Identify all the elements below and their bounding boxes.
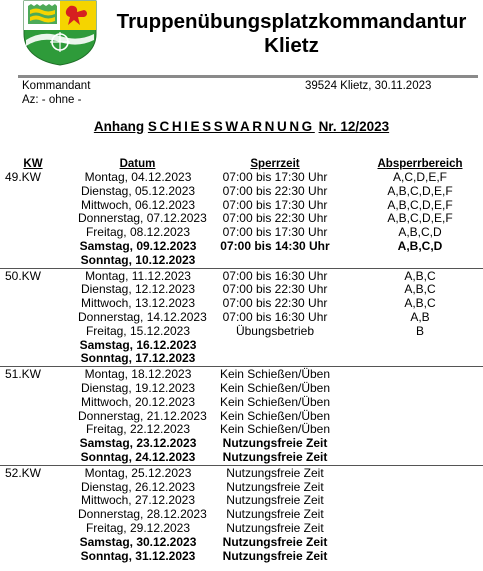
time-cell: Nutzungsfreie Zeit bbox=[222, 436, 328, 451]
date-cell: Samstag, 23.12.2023 bbox=[79, 436, 197, 451]
time-cell: Nutzungsfreie Zeit bbox=[226, 493, 324, 508]
table-row bbox=[0, 339, 483, 353]
table-row bbox=[0, 467, 483, 481]
area-cell: A,B,C bbox=[404, 268, 436, 283]
table-row bbox=[0, 382, 483, 396]
table-row bbox=[0, 508, 483, 522]
table-row bbox=[0, 212, 483, 226]
date-cell: Dienstag, 19.12.2023 bbox=[80, 380, 196, 395]
table-row bbox=[0, 226, 483, 240]
column-header-kw: KW bbox=[23, 158, 43, 170]
time-cell: 07:00 bis 22:30 Uhr bbox=[222, 183, 328, 198]
table-row bbox=[0, 185, 483, 199]
table-row bbox=[0, 536, 483, 550]
time-cell: Kein Schießen/Üben bbox=[219, 422, 331, 437]
date-cell: Donnerstag, 07.12.2023 bbox=[78, 211, 207, 226]
reference-line: Az: - ohne - bbox=[22, 94, 82, 106]
table-row bbox=[0, 311, 483, 325]
week-block bbox=[0, 268, 483, 367]
date-cell: Samstag, 30.12.2023 bbox=[79, 534, 197, 549]
date-cell: Freitag, 29.12.2023 bbox=[85, 520, 191, 535]
document-heading bbox=[0, 119, 483, 135]
date-cell: Dienstag, 12.12.2023 bbox=[80, 282, 196, 297]
week-label: 52.KW bbox=[5, 465, 42, 480]
date-cell: Donnerstag, 21.12.2023 bbox=[78, 408, 207, 423]
table-row bbox=[0, 410, 483, 424]
time-cell: Nutzungsfreie Zeit bbox=[226, 520, 324, 535]
date-cell: Sonntag, 31.12.2023 bbox=[80, 548, 196, 563]
area-cell: A,B bbox=[410, 309, 430, 324]
time-cell: Übungsbetrieb bbox=[235, 323, 315, 338]
time-cell: Nutzungsfreie Zeit bbox=[222, 534, 328, 549]
date-cell: Dienstag, 05.12.2023 bbox=[80, 183, 196, 198]
date-cell: Freitag, 08.12.2023 bbox=[85, 225, 191, 240]
column-header-datum: Datum bbox=[119, 158, 156, 170]
date-cell: Freitag, 15.12.2023 bbox=[85, 323, 191, 338]
time-cell: 07:00 bis 16:30 Uhr bbox=[222, 268, 328, 283]
table-row bbox=[0, 522, 483, 536]
week-label: 51.KW bbox=[5, 367, 42, 382]
coat-of-arms-icon bbox=[22, 0, 98, 66]
time-cell: Nutzungsfreie Zeit bbox=[226, 465, 324, 480]
time-cell: 07:00 bis 17:30 Uhr bbox=[222, 197, 328, 212]
table-row bbox=[0, 297, 483, 311]
table-row bbox=[0, 494, 483, 508]
date-cell: Montag, 25.12.2023 bbox=[84, 465, 192, 480]
area-cell: A,B,C bbox=[404, 296, 436, 311]
heading-keyword: SCHIESSWARNUNG bbox=[147, 119, 315, 134]
date-cell: Sonntag, 10.12.2023 bbox=[80, 252, 196, 267]
date-cell: Mittwoch, 13.12.2023 bbox=[80, 296, 196, 311]
time-cell: Kein Schießen/Üben bbox=[219, 408, 331, 423]
date-cell: Montag, 18.12.2023 bbox=[84, 367, 192, 382]
area-cell: A,B,C,D bbox=[398, 225, 442, 240]
heading-prefix: Anhang bbox=[93, 119, 145, 134]
time-cell: Kein Schießen/Üben bbox=[219, 367, 331, 382]
table-row bbox=[0, 437, 483, 451]
schedule-table bbox=[0, 170, 483, 563]
time-cell: 07:00 bis 16:30 Uhr bbox=[222, 309, 328, 324]
page-title: Truppenübungsplatzkommandantur bbox=[116, 10, 467, 33]
area-cell: A,B,C,D,E,F bbox=[387, 183, 453, 198]
date-cell: Sonntag, 17.12.2023 bbox=[80, 351, 196, 366]
table-row bbox=[0, 451, 483, 465]
sender-line: Kommandant bbox=[22, 80, 91, 92]
area-cell: A,B,C,D,E,F bbox=[387, 211, 453, 226]
table-row bbox=[0, 550, 483, 564]
date-cell: Samstag, 16.12.2023 bbox=[79, 337, 197, 352]
time-cell: 07:00 bis 17:30 Uhr bbox=[222, 170, 328, 184]
heading-number: Nr. 12/2023 bbox=[318, 119, 390, 134]
area-cell: A,B,C bbox=[404, 282, 436, 297]
table-row bbox=[0, 423, 483, 437]
week-label: 50.KW bbox=[5, 268, 42, 283]
header-divider bbox=[18, 75, 478, 78]
time-cell: 07:00 bis 22:30 Uhr bbox=[222, 296, 328, 311]
time-cell: Nutzungsfreie Zeit bbox=[226, 507, 324, 522]
area-cell: A,B,C,D bbox=[397, 238, 443, 253]
date-cell: Mittwoch, 06.12.2023 bbox=[80, 197, 196, 212]
week-label: 49.KW bbox=[5, 170, 42, 184]
time-cell: Nutzungsfreie Zeit bbox=[226, 479, 324, 494]
date-cell: Sonntag, 24.12.2023 bbox=[80, 449, 196, 464]
date-cell: Montag, 04.12.2023 bbox=[84, 170, 192, 184]
date-cell: Montag, 11.12.2023 bbox=[85, 268, 191, 283]
table-row bbox=[0, 199, 483, 213]
table-row bbox=[0, 270, 483, 284]
page-subtitle: Klietz bbox=[264, 34, 319, 57]
date-cell: Donnerstag, 28.12.2023 bbox=[78, 507, 207, 522]
table-row bbox=[0, 171, 483, 185]
table-row bbox=[0, 325, 483, 339]
column-header-sperrzeit: Sperrzeit bbox=[250, 158, 300, 170]
time-cell: Nutzungsfreie Zeit bbox=[222, 449, 328, 464]
date-cell: Dienstag, 26.12.2023 bbox=[80, 479, 196, 494]
time-cell: 07:00 bis 17:30 Uhr bbox=[222, 225, 328, 240]
table-row bbox=[0, 283, 483, 297]
table-row bbox=[0, 368, 483, 382]
time-cell: Kein Schießen/Üben bbox=[219, 380, 331, 395]
date-cell: Mittwoch, 20.12.2023 bbox=[80, 394, 196, 409]
area-cell: B bbox=[415, 323, 424, 338]
time-cell: 07:00 bis 22:30 Uhr bbox=[222, 211, 328, 226]
date-cell: Donnerstag, 14.12.2023 bbox=[78, 309, 207, 324]
area-cell: A,B,C,D,E,F bbox=[387, 197, 453, 212]
table-row bbox=[0, 352, 483, 366]
table-row bbox=[0, 254, 483, 268]
week-block bbox=[0, 465, 483, 564]
table-row bbox=[0, 396, 483, 410]
time-cell: 07:00 bis 22:30 Uhr bbox=[222, 282, 328, 297]
area-cell: A,C,D,E,F bbox=[392, 170, 447, 184]
table-row bbox=[0, 481, 483, 495]
table-row bbox=[0, 240, 483, 254]
time-cell: Kein Schießen/Üben bbox=[219, 394, 331, 409]
date-cell: Samstag, 09.12.2023 bbox=[79, 238, 197, 253]
column-header-absperrbereich: Absperrbereich bbox=[377, 158, 463, 170]
time-cell: 07:00 bis 14:30 Uhr bbox=[220, 238, 330, 253]
week-block bbox=[0, 366, 483, 465]
place-date: 39524 Klietz, 30.11.2023 bbox=[305, 80, 432, 92]
time-cell: Nutzungsfreie Zeit bbox=[222, 548, 328, 563]
date-cell: Freitag, 22.12.2023 bbox=[85, 422, 191, 437]
date-cell: Mittwoch, 27.12.2023 bbox=[80, 493, 196, 508]
week-block bbox=[0, 170, 483, 268]
